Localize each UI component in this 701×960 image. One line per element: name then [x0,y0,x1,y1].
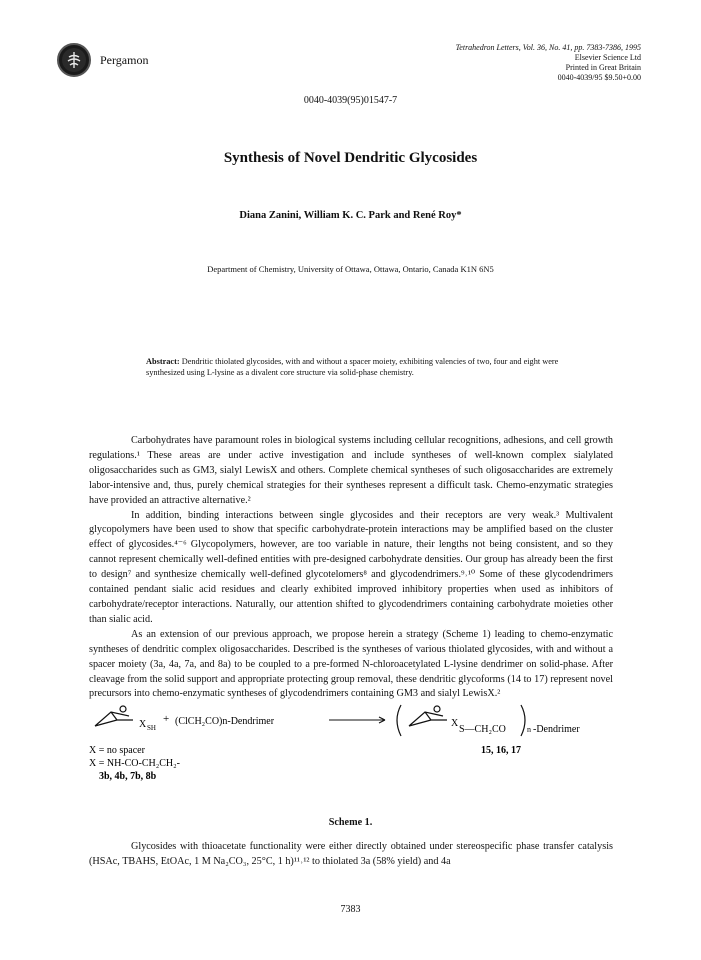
document-code: 0040-4039(95)01547-7 [303,95,398,106]
journal-line: Tetrahedron Letters, Vol. 36, No. 41, pp. 7383-7386, 1995 [455,43,641,52]
reactant-sh: SH [147,724,156,732]
price-line: 0040-4039/95 $9.50+0.00 [557,73,641,82]
plus-sign: + [163,713,170,725]
paragraph-3: As an extension of our previous approach, we propose herein a strategy (Scheme 1) leading to chemo-enzymatic syntheses of dendritic complex oligosaccharides. Described is the syntheses of various thiolated glycosides, with and without a spacer moiety (3a, 4a, 7a, and 8a) to be coupled to a pre-formed N-chloroacetylated L-lysine dendrimer on solid-phase. After cleavage from the solid support and appropriate protecting group removal, these dendritic glycoforms (14 to 17) represent novel precursors into chemo-enzymatic syntheses of glycodendrimers containing GM3 and sialyl LewisX.² [89,628,613,700]
authors: Diana Zanini, William K. C. Park and René Roy* [239,210,462,221]
reaction-scheme [89,700,613,800]
paper-title: Synthesis of Novel Dendritic Glycosides [223,150,478,166]
sugar-ring-right [409,706,447,726]
reactant-x: X [139,719,147,730]
body-text [89,434,613,702]
abstract-text: Dendritic thiolated glycosides, with and without a spacer moiety, exhibiting valencies of two, four and eight were synthesized using L-lysine as a divalent core structure via solid-phase chemistry. [146,357,559,377]
publisher-name: Pergamon [100,53,149,67]
abstract-label: Abstract: [146,357,180,366]
scheme-graphic [89,700,613,800]
abstract [146,356,566,378]
reaction-arrow [329,717,385,723]
paragraph-2: In addition, binding interactions between single glycosides and their receptors are very weak.³ Multivalent glycopolymers have been used to show that specific carbohydrate-protein interactions may be amplified based on the cluster effect of glycosides.⁴⁻⁶ Glycopolymers, however, are too variable in nature, their lengths not being consistent, and so they cannot represent chemically well-defined entities with pre-designed carbohydrate densities. Our group has already been the first to design⁷ and synthesize chemically well-defined glycotelomers⁸ and glycodendrimers.⁹˒¹⁰ Some of these glycodendrimers contained pendant sialic acid residues and clearly exhibited improved inhibitory properties when used as inhibitors of carbohydrate/receptor interactions. Naturally, our attention shifted to glycodendrimers containing carbohydrate moieties other than sialic acid. [89,509,613,625]
product-x: X [451,718,459,729]
publisher-line: Elsevier Science Ltd [574,53,641,62]
reactant-dendrimer: (ClCH₂CO)n-Dendrimer [175,716,275,727]
sugar-ring-left [95,706,133,726]
x-definition-1: X = no spacer [89,745,145,756]
page-number: 7383 [340,904,361,915]
product-n: n [527,725,531,734]
x-definition-2: X = NH-CO-CH₂CH₂- [89,758,180,769]
compounds-right: 15, 16, 17 [481,745,521,756]
publisher-logo [57,43,91,77]
product-tail: -Dendrimer [533,724,580,735]
printed-line: Printed in Great Britain [565,63,641,72]
compounds-left: 3b, 4b, 7b, 8b [99,771,157,782]
final-paragraph [89,840,613,870]
journal-citation [456,43,641,83]
scheme-caption: Scheme 1. [328,817,373,828]
tree-emblem-icon [59,45,89,75]
affiliation: Department of Chemistry, University of Ottawa, Ottawa, Ontario, Canada K1N 6N5 [207,264,494,274]
product-chain: S—CH₂CO [459,724,506,735]
paragraph-4: Glycosides with thioacetate functionality were either directly obtained under stereospecific phase transfer catalysis (HSAc, TBAHS, EtOAc, 1 M Na₂CO₃, 25°C, 1 h)¹¹˒¹² to thiolated 3a (58% yield) and 4a [89,841,613,867]
paragraph-1: Carbohydrates have paramount roles in biological systems including cellular recognitions, adhesions, and cell growth regulations.¹ These areas are under active investigation and include syntheses of well-known complex sialylated oligosaccharides such as GM3, sialyl LewisX and others. Complete chemical syntheses of such oligosaccharides are extremely labor-intensive and, thus, purely chemical strategies for their syntheses represent a difficult task. Chemo-enzymatic strategies have provided an attractive alternative.² [89,435,613,506]
